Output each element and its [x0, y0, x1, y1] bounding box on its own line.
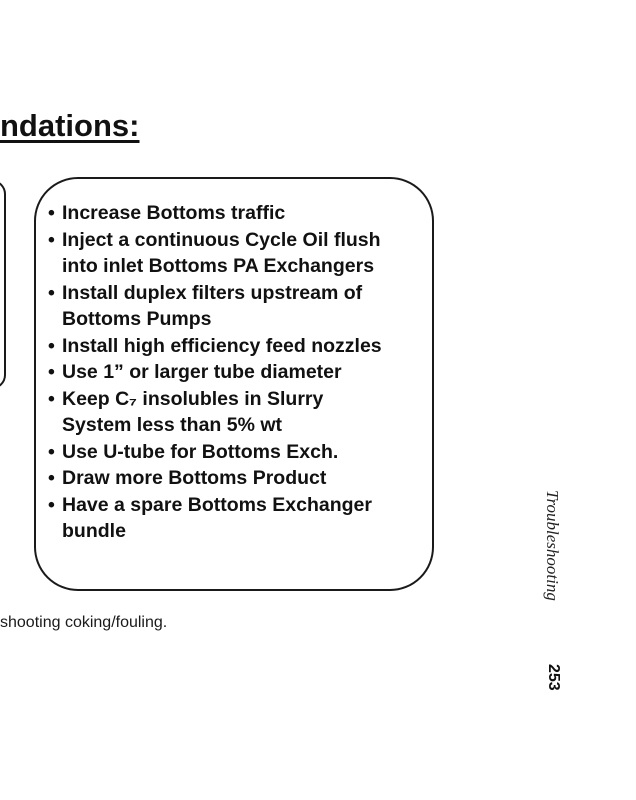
recommendations-list [48, 200, 438, 545]
list-item-text: Inject a continuous Cycle Oil flush into inlet Bottoms PA Exchangers [62, 228, 381, 277]
bullet-icon: • [48, 228, 55, 251]
list-item-text: Keep C₇ insolubles in Slurry System less than 5% wt [62, 387, 324, 436]
bullet-icon: • [48, 387, 55, 410]
list-item [48, 200, 438, 227]
list-item-text: Draw more Bottoms Product [62, 467, 327, 489]
bullet-icon: • [48, 281, 55, 304]
bullet-icon: • [48, 467, 55, 489]
recommendations-box [34, 177, 434, 591]
bullet-icon: • [48, 202, 55, 224]
bullet-icon: • [48, 493, 55, 516]
left-box-edge [0, 180, 6, 389]
page-number: 253 [545, 664, 562, 691]
bullet-icon: • [48, 440, 55, 463]
list-item [48, 333, 438, 360]
list-item-text: Use 1” or larger tube diameter [62, 361, 342, 383]
list-item-text: Install high efficiency feed nozzles [62, 334, 382, 357]
list-item [48, 280, 438, 333]
list-item [48, 465, 438, 492]
list-item [48, 439, 438, 466]
section-heading: ndations: [0, 108, 140, 143]
list-item-text: Install duplex filters upstream of Bottoms Pumps [62, 281, 363, 330]
bullet-icon: • [48, 334, 55, 357]
list-item [48, 227, 438, 280]
list-item [48, 386, 438, 439]
list-item-text: Increase Bottoms traffic [62, 202, 286, 224]
list-item-text: Use U-tube for Bottoms Exch. [62, 440, 339, 463]
list-item-text: Have a spare Bottoms Exchanger bundle [62, 493, 372, 542]
side-section-title: Troubleshooting [543, 490, 562, 601]
bullet-icon: • [48, 361, 55, 383]
list-item [48, 359, 438, 386]
list-item [48, 492, 438, 545]
figure-caption: shooting coking/fouling. [0, 614, 168, 631]
